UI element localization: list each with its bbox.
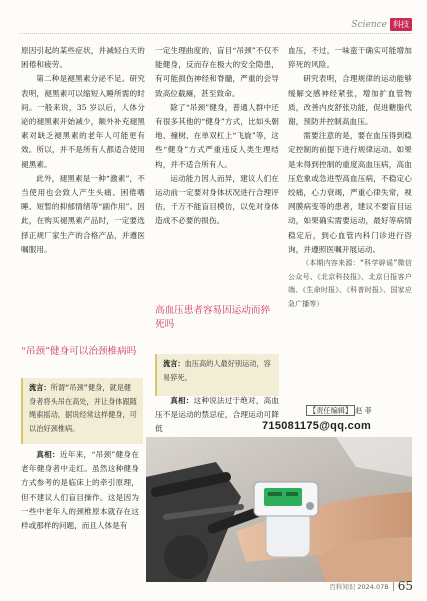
column-3	[288, 44, 412, 311]
truth-text: 近年来，“吊颈”健身在老年健身者中走红。虽然这种健身方式参考的是临床上的牵引原理，但不建议人们盲目操作。这是因为一些中老年人的颈椎原本就存在这样或那样的问题，而且人体是有	[21, 450, 139, 531]
journal-issue: 百科知识 2024.07B	[329, 582, 389, 591]
paragraph: 一定生理曲度的，盲目“吊颈”不仅不能健身，反而存在极大的安全隐患，有可能损伤神经和脊髓，严重的会导致高位截瘫，甚至致命。	[155, 46, 279, 98]
truth-paragraph-2	[155, 394, 279, 437]
footer-divider	[393, 582, 394, 591]
blood-pressure-photo	[146, 437, 412, 582]
section-name: Science	[351, 19, 387, 30]
rumor-callout	[21, 378, 143, 444]
editor-credit	[306, 406, 372, 416]
truth-label: 真相：	[36, 450, 60, 459]
header-divider	[20, 33, 413, 34]
page-number: 65	[397, 579, 413, 593]
section-tag: 科技	[390, 18, 412, 31]
rumor-callout-2	[155, 354, 279, 396]
paragraph: 此外，褪黑素是一种“激素”，不当使用也会致人产生头痛、困倦嗜睡、短暂的抑郁情绪等“副作用”。因此，在购买褪黑素产品时，一定要选择正规厂家生产的合格产品，并遵医嘱服用。	[21, 173, 145, 254]
rumor-text: 所谓“吊颈”健身，就是健身者将头吊在高处，并让身体跟随绳索摇动，据说经常这样健身，可以治好颈椎病。	[29, 383, 137, 433]
truth-text: 这种说法过于绝对，高血压不是运动的禁忌症，合理运动可降低	[155, 396, 279, 434]
subheading-neck-hanging: “吊颈”健身可以治颈椎病吗	[21, 346, 137, 357]
paragraph: 第二种是褪黑素分泌不足。研究表明，褪黑素可以缩短入睡所需的时间。一般来说，35 岁以后，人体分泌的褪黑素开始减少，额外补充褪黑素对缺乏褪黑素的老年人可能更有效。所以，并不是所有人都适合使用褪黑素。	[21, 74, 145, 169]
paragraph: 血压，不过，一味蛮干确实可能增加猝死的风险。	[288, 46, 412, 70]
section-header	[351, 18, 412, 31]
rumor-label: 流言：	[163, 359, 185, 368]
truth-paragraph-1	[21, 448, 139, 533]
paragraph: 需要注意的是，要在血压得到稳定控制的前提下进行规律运动。如果是未得到控制的重度高血压病，高血压危象或急进型高血压病，不稳定心绞痛，心力衰竭，严重心律失常，视网膜病变等的患者，建议不要盲目运动，如果确实需要运动，最好等病情稳定后，到心血管内科门诊进行咨询，并遵照医嘱开展运动。	[288, 131, 412, 254]
paragraph: 原因引起的某些症状，并减轻白天的困倦和疲劳。	[21, 46, 145, 70]
column-1	[21, 44, 145, 257]
paragraph: 除了“吊颈”健身，普通人群中还有很多其他的“健身”方式，比如头朝地、撞树、在单双杠上“飞旋”等，这些“健身”方式严重违反人类生理结构，并不适合所有人。	[155, 102, 279, 169]
column-2	[155, 44, 279, 229]
photo-illustration	[146, 437, 412, 582]
page-footer	[329, 579, 413, 593]
truth-label: 真相：	[170, 396, 194, 405]
editor-email: 715081175@qq.com	[262, 420, 372, 432]
subheading-hypertension: 高血压患者容易因运动而猝死吗	[155, 305, 271, 330]
rumor-text: 血压高的人最好别运动，容易猝死。	[163, 359, 271, 382]
editor-name: 赵 菲	[355, 406, 372, 415]
paragraph: 运动能力因人而异，建议人们在运动前一定要对身体状况进行合理评估，千万不能盲目模仿，以免对身体造成不必要的损伤。	[155, 173, 279, 226]
paragraph: 研究表明，合理规律的运动能够缓解交感神经紧张，增加扩血管物质，改善内皮舒张功能，促进糖脂代谢，预防并控制高血压。	[288, 74, 412, 127]
editor-label: 【责任编辑】	[306, 405, 355, 416]
rumor-label: 流言：	[29, 383, 51, 392]
source-note: （本期内容来源：“科学辟谣”微信公众号、《北京科技报》、北京日报客户端、《生命时报》、《科普时报》、国家应急广播等）	[288, 259, 412, 308]
